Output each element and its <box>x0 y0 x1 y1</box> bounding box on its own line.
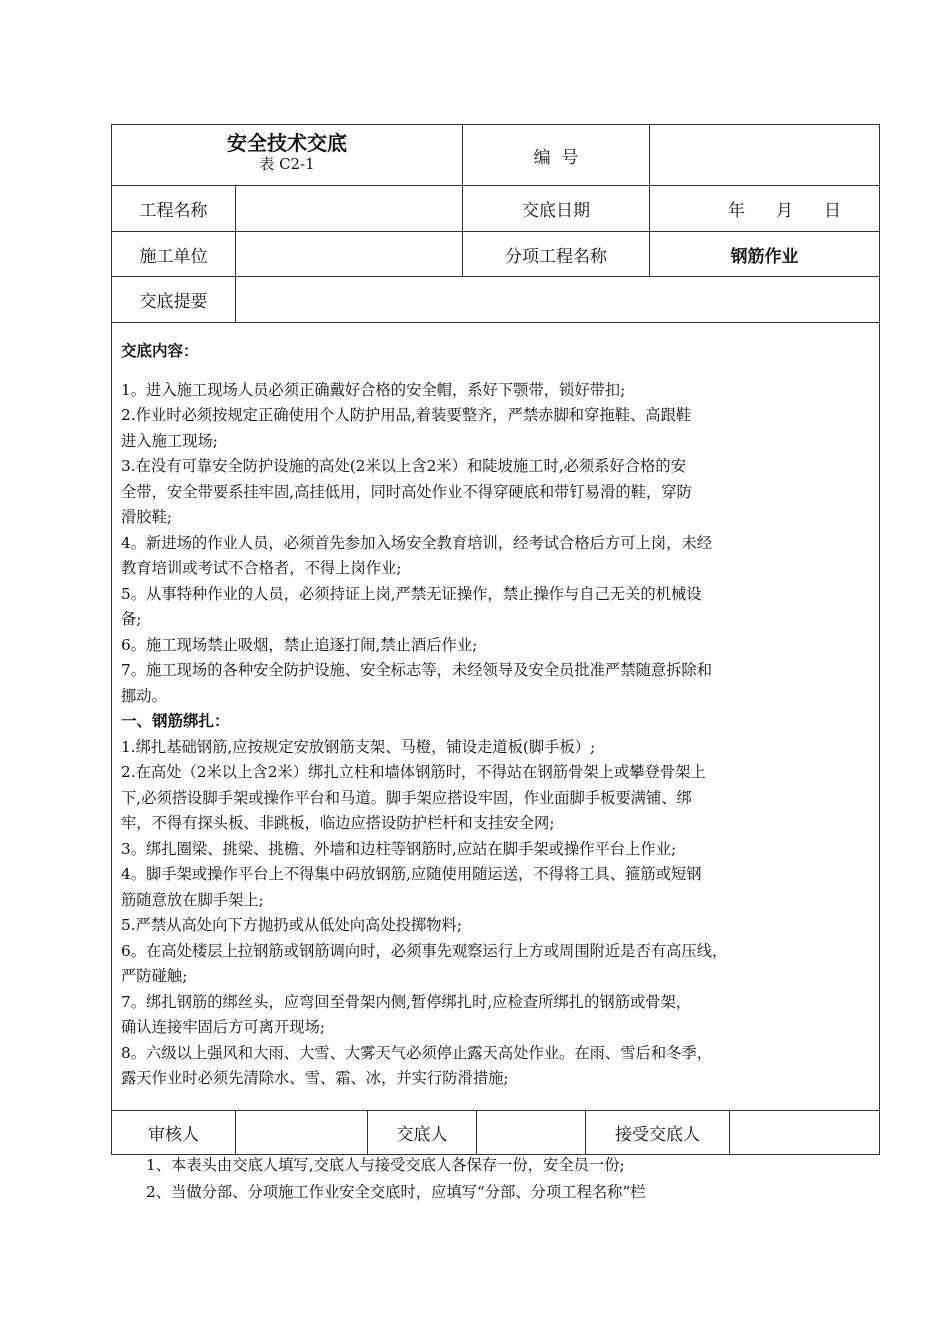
date-label: 交底日期 <box>463 186 650 232</box>
discloser-label: 交底人 <box>368 1110 477 1154</box>
section-line: 8。六级以上强风和大雨、大雪、大雾天气必须停止露天高处作业。在雨、雪后和冬季， <box>121 1043 713 1062</box>
content-line: 7。施工现场的各种安全防护设施、安全标志等，未经领导及安全员批准严禁随意拆除和 <box>121 661 713 679</box>
date-month: 月 <box>776 201 794 221</box>
summary-label: 交底提要 <box>112 277 236 323</box>
reviewer-field[interactable] <box>236 1110 368 1154</box>
footnote: 1、本表头由交底人填写,交底人与接受交底人各保存一份，安全员一份; <box>146 1156 625 1174</box>
footnotes <box>146 1152 646 1206</box>
contractor-label: 施工单位 <box>112 232 236 277</box>
section-line: 7。绑扎钢筋的绑丝头，应弯回至骨架内侧,暂停绑扎时,应检查所绑扎的钢筋或骨架， <box>121 992 692 1011</box>
receiver-field[interactable] <box>730 1110 880 1154</box>
number-field[interactable] <box>650 125 880 186</box>
content-line: 挪动。 <box>121 686 167 705</box>
receiver-label: 接受交底人 <box>586 1110 730 1154</box>
project-name-field[interactable] <box>236 186 463 232</box>
content-line: 4。新进场的作业人员，必须首先参加入场安全教育培训，经考试合格后方可上岗，未经 <box>121 533 713 552</box>
reviewer-label: 审核人 <box>112 1110 236 1154</box>
section-line: 5.严禁从高处向下方抛扔或从低处向高处投掷物料; <box>121 916 462 934</box>
section-line: 露天作业时必须先清除水、雪、霜、冰，并实行防滑措施; <box>121 1069 509 1087</box>
section-line: 4。脚手架或操作平台上不得集中码放钢筋,应随使用随运送，不得将工具、箍筋或短钢 <box>121 865 702 883</box>
content-line: 滑胶鞋; <box>121 508 173 526</box>
section-line: 筋随意放在脚手架上; <box>121 890 264 909</box>
subproject-label: 分项工程名称 <box>463 232 650 277</box>
section-title: 一、钢筋绑扎： <box>121 712 230 730</box>
content-line: 3.在没有可靠安全防护设施的高处(2米以上含2米）和陡坡施工时,必须系好合格的安 <box>121 457 686 475</box>
date-field[interactable] <box>650 186 880 232</box>
content-heading: 交底内容： <box>121 342 199 360</box>
content-line: 备; <box>121 610 142 628</box>
summary-field[interactable] <box>236 277 880 323</box>
number-label: 编 号 <box>463 125 650 186</box>
section-line: 牢，不得有探头板、非跳板，临边应搭设防护栏杆和支挂安全网; <box>121 814 555 832</box>
content-line: 1。进入施工现场人员必须正确戴好合格的安全帽，系好下颚带，锁好带扣; <box>121 380 626 399</box>
section-line: 下,必须搭设脚手架或操作平台和马道。脚手架应搭设牢固，作业面脚手板要满铺、绑 <box>121 788 692 807</box>
section-line: 6。在高处楼层上拉钢筋或钢筋调向时，必须事先观察运行上方或周围附近是否有高压线， <box>121 941 728 960</box>
content-line: 教育培训或考试不合格者，不得上岗作业; <box>121 559 402 577</box>
content-line: 全带，安全带要系挂牢固,高挂低用，同时高处作业不得穿硬底和带钉易滑的鞋，穿防 <box>121 482 692 501</box>
date-day: 日 <box>824 201 842 221</box>
form-title-cell <box>112 125 463 186</box>
project-name-label: 工程名称 <box>112 186 236 232</box>
section-line: 2.在高处（2米以上含2米）绑扎立柱和墙体钢筋时，不得站在钢筋骨架上或攀登骨架上 <box>121 763 706 781</box>
form-code: 表 C2-1 <box>259 155 315 173</box>
section-line: 确认连接牢固后方可离开现场; <box>121 1018 326 1036</box>
content-cell <box>112 323 880 1111</box>
footnote: 2、当做分部、分项施工作业安全交底时，应填写“分部、分项工程名称”栏 <box>146 1183 646 1201</box>
date-year: 年 <box>728 201 746 221</box>
section-line: 1.绑扎基础钢筋,应按规定安放钢筋支架、马橙，铺设走道板(脚手板）; <box>121 737 596 756</box>
disclosure-form <box>111 124 880 1155</box>
content-line: 6。施工现场禁止吸烟，禁止追逐打闹,禁止酒后作业; <box>121 635 478 654</box>
content-line: 2.作业时必须按规定正确使用个人防护用品,着装要整齐，严禁赤脚和穿拖鞋、高跟鞋 <box>121 406 692 424</box>
section-line: 严防碰触; <box>121 967 188 985</box>
section-line: 3。绑扎圈梁、挑梁、挑檐、外墙和边柱等钢筋时,应站在脚手架或操作平台上作业; <box>121 839 677 858</box>
discloser-field[interactable] <box>477 1110 586 1154</box>
content-line: 进入施工现场; <box>121 431 218 450</box>
contractor-field[interactable] <box>236 232 463 277</box>
subproject-value[interactable]: 钢筋作业 <box>650 232 880 277</box>
content-line: 5。从事特种作业的人员，必须持证上岗,严禁无证操作，禁止操作与自己无关的机械设 <box>121 584 702 603</box>
form-title: 安全技术交底 <box>227 131 347 155</box>
